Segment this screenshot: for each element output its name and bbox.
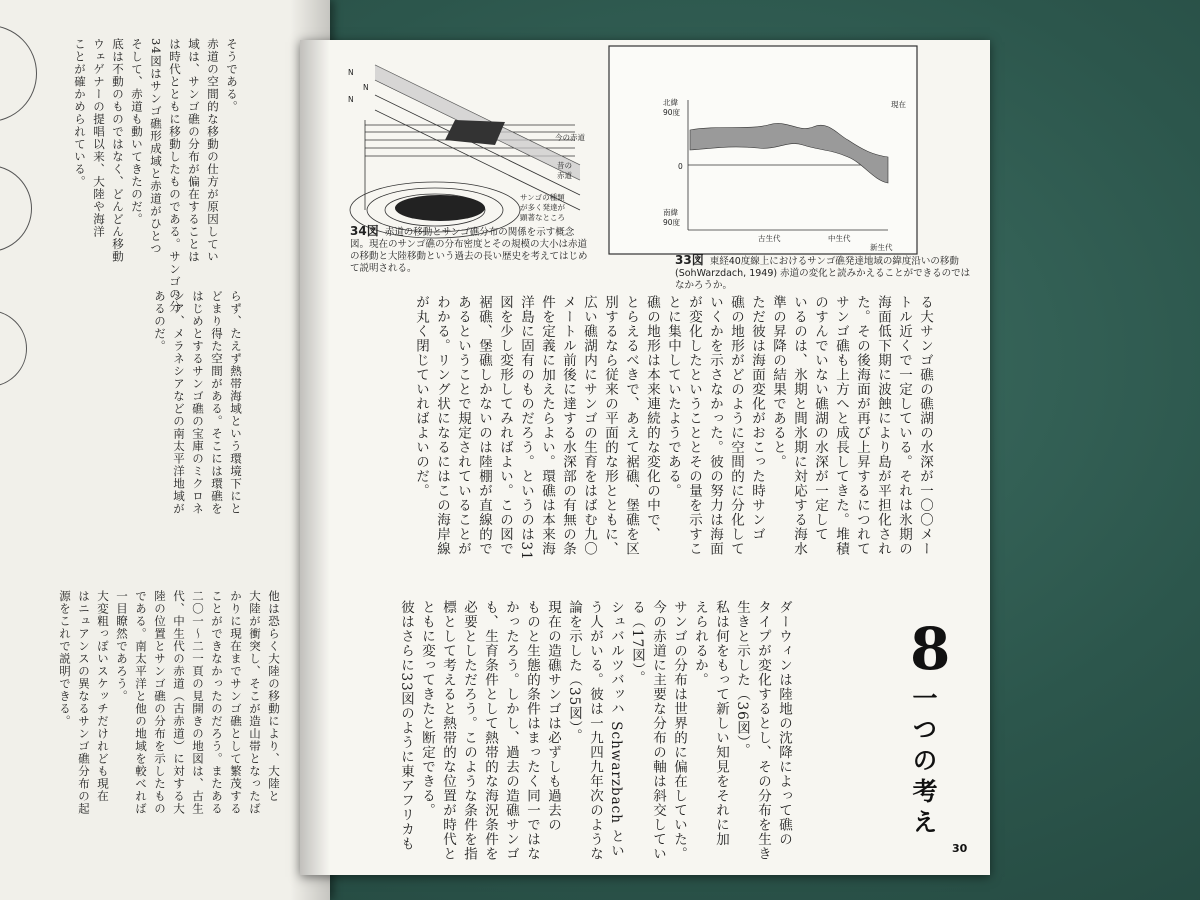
svg-text:北緯: 北緯 (663, 98, 678, 107)
figure-33-zero-label: 0 (678, 162, 683, 171)
body-text-line: 広い礁湖内にサンゴの生育をはばむ九〇 (581, 295, 597, 556)
body-text-line: が丸く閉じていればよいのだ。 (413, 295, 429, 498)
figure-34-caption (350, 225, 590, 275)
body-text-line: とらえるべきで、あえて裾礁、堡礁を区 (623, 295, 639, 556)
figure-34-caption-text: 赤道の移動とサンゴ礁分布の関係を示す概念図。現在のサンゴ礁の分布密度とその規模の大小は赤道の移動と大陸移動という過去の長い歴史を考えてはじめて説明される。 (350, 227, 588, 274)
svg-text:N: N (348, 68, 354, 77)
body-text-line: 件を定義に加えたらよい。環礁は本来海 (539, 295, 555, 556)
body-text-line: ただ彼は海面変化がおこった時サンゴ (749, 295, 765, 542)
left-text-line: 二〇一～二一頁の見開きの地図は、古生 (191, 590, 205, 815)
figure-34-label: 34図 (350, 224, 379, 238)
body-text-line: 現在の造礁サンゴは必ずしも過去の (545, 600, 561, 832)
figure-34-diagram (345, 60, 590, 250)
body-text-line: サンゴの分布は世界的に偏在していた。 (671, 600, 687, 861)
body-text-line: る大サンゴ礁の礁湖の水深が一〇〇メー (917, 295, 933, 556)
svg-text:顕著なところ: 顕著なところ (520, 213, 565, 222)
body-text-line: あるということで規定されていることが (455, 295, 471, 556)
left-text-line: 陸の位置とサンゴ礁の分布を示したもの (153, 590, 167, 815)
left-text-line: 域は、サンゴ礁の分布が偏在することは (187, 38, 201, 263)
svg-text:古生代: 古生代 (758, 234, 781, 243)
left-middle-text (150, 290, 245, 515)
left-text-line: そして、赤道も動いてきたのだ。 (130, 38, 144, 226)
body-text-line: サンゴ礁も上方へと成長してきた。堆積 (833, 295, 849, 556)
body-text-line: 生きと示した（36図）。 (734, 600, 750, 758)
left-lower-text (55, 590, 283, 845)
left-text-line: 34図はサンゴ礁形成域と赤道がひとつ (149, 38, 163, 255)
left-text-line: どまり得た空間がある。そこには環礁を (210, 290, 224, 515)
body-text-line: いるのは、氷期と間氷期に対応する海水 (791, 295, 807, 556)
svg-text:N: N (348, 95, 354, 104)
body-text-line: 海面低下期に波蝕により島が平担化され (875, 295, 891, 556)
body-text-line: ダーウィンは陸地の沈降によって礁の (776, 600, 792, 847)
left-text-line: 代、中生代の赤道（古赤道）に対する大 (172, 590, 186, 815)
svg-text:が多く発達が: が多く発達が (520, 203, 565, 212)
right-lower-text (395, 600, 794, 870)
svg-text:新生代: 新生代 (870, 243, 893, 252)
left-text-line: 一目瞭然であろう。 (115, 590, 129, 703)
body-text-line: 論を示した（35図）。 (566, 600, 582, 743)
left-text-line: かりに現在までサンゴ礁として繁茂する (229, 590, 243, 815)
right-upper-text (410, 295, 935, 595)
left-text-line: ことが確かめられている。 (73, 38, 87, 188)
body-text-line: 今の赤道に主要な分布の軸は斜交してい (650, 600, 666, 861)
body-text-line: 裾礁、堡礁しかないのは陸棚が直線的で (476, 295, 492, 556)
left-text-line: はじめとするサンゴ礁の宝庫のミクロネ (191, 290, 205, 515)
left-upper-text (70, 38, 241, 313)
left-text-line: 底は不動のものではなく、どんどん移動 (111, 38, 125, 263)
body-text-line: が変化したということとその量を示すこ (686, 295, 702, 556)
body-text-line: とに集中していたようである。 (665, 295, 681, 498)
left-text-line: はニュアンスの異なるサンゴ礁分布の起 (77, 590, 91, 815)
body-text-line: 礁の地形は本来連続的な変化の中で、 (644, 295, 660, 542)
left-page (0, 0, 330, 900)
figure-33-chart (608, 45, 918, 255)
body-text-line: タイプが変化するとし、その分布を生き (755, 600, 771, 861)
svg-text:南緯: 南緯 (663, 208, 678, 217)
body-text-line: 礁の地形がどのように空間的に分化して (728, 295, 744, 556)
body-text-line: えられるか。 (692, 600, 708, 687)
body-text-line: ともに変ってきたと断定できる。 (419, 600, 435, 818)
body-text-line: いくかを示さなかった。彼の努力は海面 (707, 295, 723, 556)
body-text-line: 別するなら従来の平面的な形とともに、 (602, 295, 618, 556)
body-text-line: た。その後海面が再び上昇するにつれて (854, 295, 870, 556)
left-text-line: 源をこれで説明できる。 (58, 590, 72, 728)
body-text-line: メートル前後に達する水深部の有無の条 (560, 295, 576, 556)
page-number: 30 (952, 842, 968, 855)
section-title: 一つの考え (909, 685, 938, 840)
left-text-line: 他は恐らく大陸の移動により、大陸と (267, 590, 281, 803)
svg-text:90度: 90度 (663, 108, 681, 117)
svg-text:中生代: 中生代 (828, 234, 851, 243)
left-text-line: は時代とともに移動したものである。サンゴの分 (168, 38, 182, 313)
body-text-line: わかる。リング状になるにはこの海岸線 (434, 295, 450, 556)
figure-33-caption (675, 254, 975, 292)
left-text-line: 大陸が衝突し、そこが造山帯となったば (248, 590, 262, 815)
svg-text:N: N (363, 83, 369, 92)
svg-text:現在: 現在 (891, 100, 906, 109)
body-text-line: かったろう。しかし、過去の造礁サンゴ (503, 600, 519, 861)
body-text-line: のすんでいない礁湖の水深が一定して (812, 295, 828, 542)
body-text-line: も、生育条件として熱帯的な海況条件を (482, 600, 498, 861)
body-text-line: 洋島に固有のものだろう。というのは31 (518, 295, 534, 561)
globe-sketch-middle (0, 165, 32, 252)
body-text-line: う人がいる。彼は一九四九年次のような (587, 600, 603, 861)
body-text-line: 彼はさらに33図のように東アフリカも (398, 600, 414, 852)
body-text-line: る（17図）。 (629, 600, 645, 685)
body-text-line: ものと生態的条件はまったく同一ではな (524, 600, 540, 861)
right-page (300, 40, 990, 875)
svg-text:サンゴの種類: サンゴの種類 (520, 193, 565, 202)
left-text-line: そうである。 (225, 38, 239, 113)
left-text-line: 赤道の空間的な移動の仕方が原因してい (206, 38, 220, 263)
svg-text:今の赤道: 今の赤道 (555, 133, 585, 142)
body-text-line: 標として考えると熱帯的な位置が時代と (440, 600, 456, 861)
svg-text:90度: 90度 (663, 218, 681, 227)
left-text-line: シア、メラネシアなどの南太平洋地域が (172, 290, 186, 515)
svg-text:赤道: 赤道 (557, 171, 572, 180)
body-text-line: トル近くで一定している。それは氷期の (896, 295, 912, 556)
body-text-line: 必要としただろう。このような条件を指 (461, 600, 477, 861)
left-text-line: である。南太平洋と他の地域を較べれば (134, 590, 148, 815)
globe-sketch-top (0, 25, 37, 122)
body-text-line: 準の昇降の結果であると。 (770, 295, 786, 469)
left-text-line: 大変粗っぽいスケッチだけれども現在 (96, 590, 110, 803)
section-number: 8 (910, 615, 951, 683)
figure-33-label: 33図 (675, 253, 704, 267)
left-text-line: らず、たえず熱帯海域という環境下にと (229, 290, 243, 515)
figure-33-caption-text: 東経40度線上におけるサンゴ礁発達地域の緯度沿いの移動(SohWarzdach, 1949) 赤道の変化と読みかえることができるのではなかろうか。 (675, 256, 971, 291)
left-text-line: ウェゲナーの提唱以来、大陸や海洋 (92, 38, 106, 238)
left-text-line: あるのだ。 (153, 290, 167, 353)
body-text-line: 図を少し変形してみればよい。この図で (497, 295, 513, 556)
body-text-line: シュバルツバッハ Schwarzbach とい (608, 600, 624, 859)
body-text-line: 私は何をもって新しい知見をそれに加 (713, 600, 729, 847)
left-text-line: ことができなかったのだろう。またある (210, 590, 224, 815)
svg-text:昔の: 昔の (557, 161, 572, 170)
globe-sketch-bottom (0, 310, 27, 387)
